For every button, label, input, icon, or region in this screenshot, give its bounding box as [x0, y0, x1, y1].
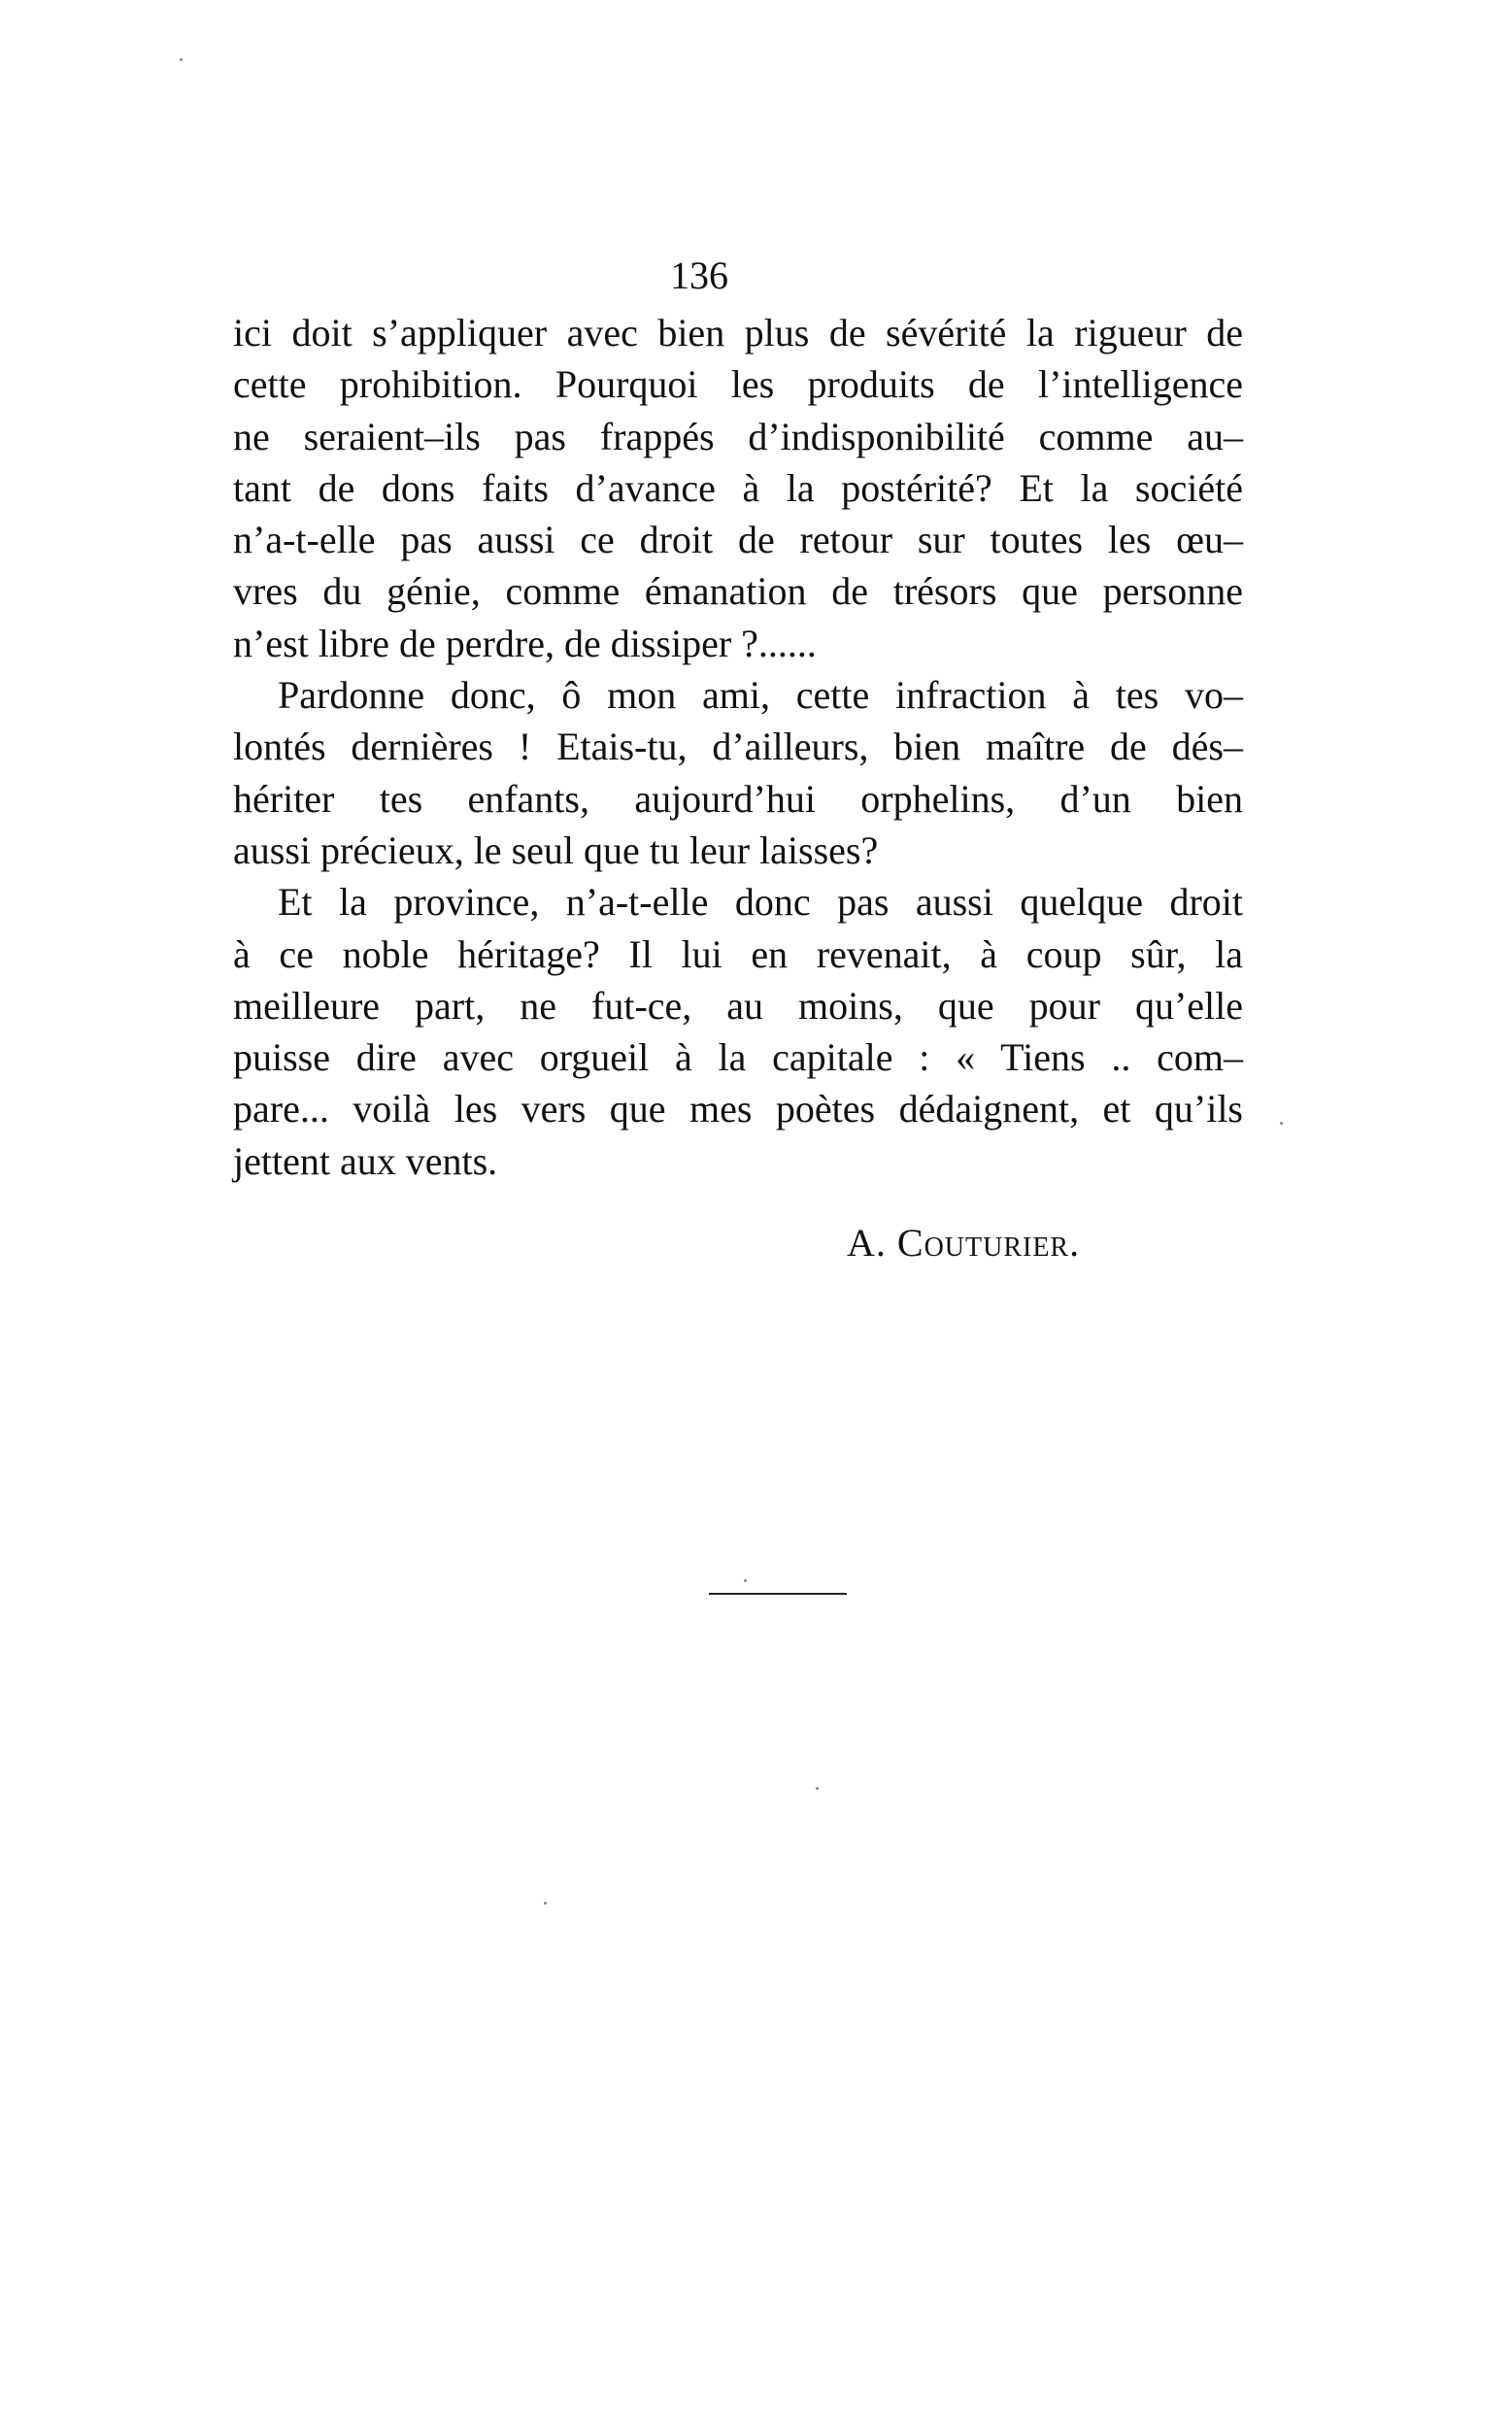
text-line: hériter tes enfants, aujourd’hui orphelins, d’un bien [233, 776, 1243, 821]
text-line: tant de dons faits d’avance à la postérité? Et la société [233, 465, 1243, 510]
text-line: aussi précieux, le seul que tu leur laisses? [233, 827, 879, 872]
text-line: à ce noble héritage? Il lui en revenait, à coup sûr, la [233, 931, 1243, 976]
paper-speck [1280, 1122, 1283, 1125]
text-line: meilleure part, ne fut-ce, au moins, que pour qu’elle [233, 983, 1243, 1028]
text-line: jettent aux vents. [233, 1138, 498, 1183]
paper-speck [744, 1579, 747, 1582]
text-line: cette prohibition. Pourquoi les produits de l’intelligence [233, 362, 1243, 407]
page-number: 136 [670, 253, 728, 297]
paragraph [233, 669, 1243, 876]
text-line: ne seraient–ils pas frappés d’indisponibilité comme au– [233, 414, 1243, 458]
paper-speck [544, 1902, 547, 1905]
paragraph [233, 876, 1243, 1187]
text-line: n’a-t-elle pas aussi ce droit de retour sur toutes les œu– [233, 518, 1243, 562]
closing-rule [709, 1593, 847, 1595]
text-line: Pardonne donc, ô mon ami, cette infraction à tes vo– [278, 673, 1243, 718]
text-line: ici doit s’appliquer avec bien plus de sévérité la rigueur de [233, 311, 1243, 355]
text-line: puisse dire avec orgueil à la capitale : « Tiens .. com– [233, 1035, 1243, 1080]
text-line: lontés dernières ! Etais-tu, d’ailleurs, bien maître de dés– [233, 725, 1243, 769]
paper-speck [816, 1787, 819, 1790]
text-line: vres du génie, comme émanation de trésors que personne [233, 569, 1243, 614]
paragraph [233, 307, 1243, 669]
text-line: n’est libre de perdre, de dissiper ?...... [233, 621, 817, 665]
text-line: pare... voilà les vers que mes poètes dédaignent, et qu’ils [233, 1087, 1243, 1131]
text-line: Et la province, n’a-t-elle donc pas aussi quelque droit [278, 880, 1243, 925]
author-signature: A. Couturier. [847, 1221, 1081, 1265]
paper-speck [180, 58, 183, 61]
body-text [233, 307, 1243, 1187]
